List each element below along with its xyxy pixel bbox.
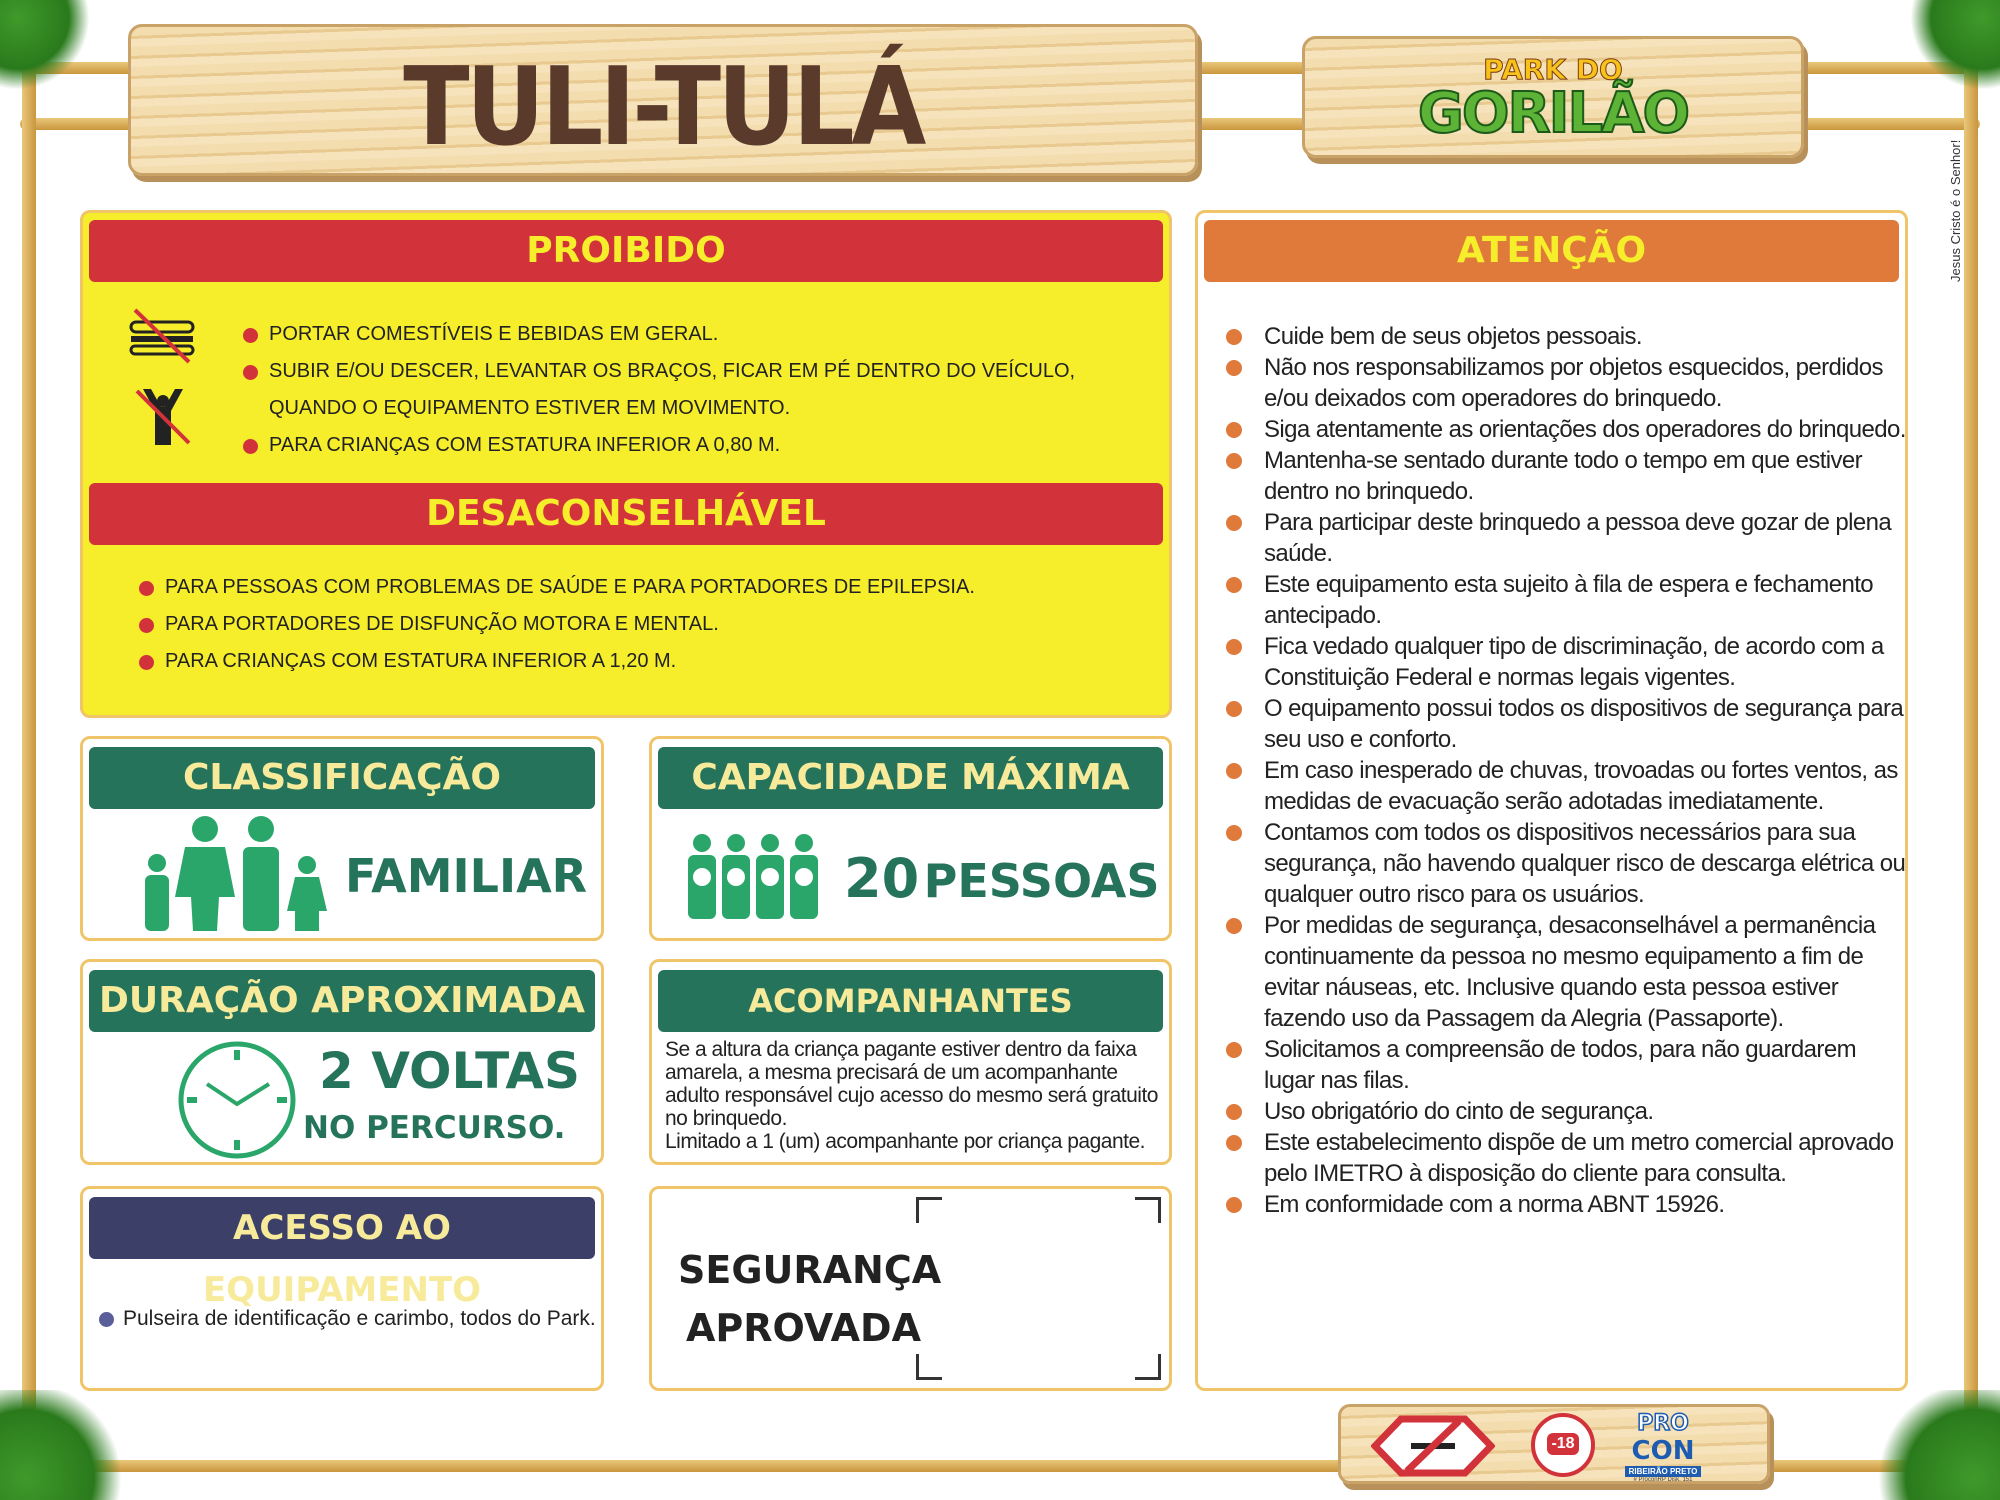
atencao-panel [1195,210,1908,1391]
list-item: O equipamento possui todos os dispositivos de segurança para seu uso e conforto. [1226,693,1906,755]
list-item: Este estabelecimento dispõe de um metro comercial aprovado pelo IMETRO à disposição do cliente para consulta. [1226,1127,1906,1189]
list-item: Por medidas de segurança, desaconselhável a permanência continuamente da pessoa no mesmo equipamento a fim de evitar náuseas, etc. Inclusive quando esta pessoa estiver fazendo uso da Passagem da Alegria (Passaporte). [1226,910,1906,1034]
page-title: TULI-TULÁ [403,45,923,170]
capacidade-number: 20 [844,847,920,910]
proibido-list [243,316,1123,464]
atencao-list [1226,321,1906,1220]
list-item: Contamos com todos os dispositivos necessários para sua segurança, não havendo qualquer risco de descarga elétrica ou qualquer outro risco para os usuários. [1226,817,1906,910]
list-item: Uso obrigatório do cinto de segurança. [1226,1096,1906,1127]
no-food-icon [127,308,197,364]
seguranca-line2: APROVADA [686,1306,921,1350]
classificacao-value: FAMILIAR [345,849,588,903]
logo-line1: PARK DO [1483,53,1623,86]
duracao-header: DURAÇÃO APROXIMADA [89,970,595,1032]
procon-city: RIBEIRÃO PRETO [1625,1466,1701,1477]
people-seated-icon [686,833,826,928]
acesso-header: ACESSO AO EQUIPAMENTO [89,1197,595,1259]
side-text: Jesus Cristo é o Senhor! [1948,139,1963,282]
proibido-header: PROIBIDO [89,220,1163,282]
leaf-decoration [0,0,90,90]
logo-line2: GORILÃO [1417,81,1689,146]
frame-corner [916,1354,942,1380]
desaconselhavel-list [139,569,1139,680]
logo-plank [1302,36,1804,158]
classificacao-header: CLASSIFICAÇÃO [89,747,595,809]
footer-plank [1338,1404,1770,1484]
procon-logo [1625,1411,1701,1483]
acompanhantes-panel [649,959,1172,1165]
seguranca-panel [649,1186,1172,1391]
no-smoking-icon [1371,1415,1495,1482]
family-icon [139,815,329,938]
seguranca-label [678,1241,941,1357]
acompanhantes-limit: Limitado a 1 (um) acompanhante por criança pagante. [665,1130,1145,1153]
list-item: Não nos responsabilizamos por objetos esquecidos, perdidos e/ou deixados com operadores do brinquedo. [1226,352,1906,414]
leaf-decoration [1910,0,2000,90]
bamboo-frame-right [1964,40,1978,1480]
list-item: PARA PORTADORES DE DISFUNÇÃO MOTORA E MENTAL. [139,606,1139,643]
capacidade-unit: PESSOAS [923,854,1160,908]
list-item: PARA PESSOAS COM PROBLEMAS DE SAÚDE E PARA PORTADORES DE EPILEPSIA. [139,569,1139,606]
list-item: Fica vedado qualquer tipo de discriminação, de acordo com a Constituição Federal e normas legais vigentes. [1226,631,1906,693]
list-item: Mantenha-se sentado durante todo o tempo em que estiver dentro no brinquedo. [1226,445,1906,507]
duracao-value: 2 VOLTAS [319,1042,581,1100]
park-logo [1305,39,1801,155]
acesso-panel [80,1186,604,1391]
minus18-label: -18 [1547,1433,1578,1455]
frame-corner [1135,1354,1161,1380]
desaconselhavel-header: DESACONSELHÁVEL [89,483,1163,545]
frame-corner [1135,1197,1161,1223]
duracao-panel [80,959,604,1165]
procon-line2: CON [1631,1436,1695,1466]
capacidade-header: CAPACIDADE MÁXIMA [658,747,1163,809]
leaf-decoration [0,1390,130,1500]
acompanhantes-text [665,1038,1165,1153]
minus18-icon [1531,1413,1595,1477]
frame-corner [916,1197,942,1223]
list-item: Solicitamos a compreensão de todos, para não guardarem lugar nas filas. [1226,1034,1906,1096]
list-item: Cuide bem de seus objetos pessoais. [1226,321,1906,352]
capacidade-value [844,847,1160,910]
rules-panel [80,210,1172,718]
list-item: SUBIR E/OU DESCER, LEVANTAR OS BRAÇOS, FICAR EM PÉ DENTRO DO VEÍCULO, QUANDO O EQUIPAMENTO ESTIVER EM MOVIMENTO. [243,353,1123,427]
list-item: Siga atentamente as orientações dos operadores do brinquedo. [1226,414,1906,445]
acesso-item [99,1307,596,1331]
list-item: PORTAR COMESTÍVEIS E BEBIDAS EM GERAL. [243,316,1123,353]
list-item: PARA CRIANÇAS COM ESTATURA INFERIOR A 0,80 M. [243,427,1123,464]
no-standing-icon [135,385,191,449]
list-item: Em caso inesperado de chuvas, trovoadas ou fortes ventos, as medidas de evacuação serão adotadas imediatamente. [1226,755,1906,817]
seguranca-line1: SEGURANÇA [678,1248,942,1292]
list-item: Este equipamento esta sujeito à fila de espera e fechamento antecipado. [1226,569,1906,631]
capacidade-panel [649,736,1172,941]
list-item: Em conformidade com a norma ABNT 15926. [1226,1189,1906,1220]
bullet-icon [99,1312,114,1327]
acompanhantes-paragraph: Se a altura da criança pagante estiver dentro da faixa amarela, a mesma precisará de um acompanhante adulto responsável cujo acesso do mesmo será gratuito no brinquedo. [665,1038,1158,1130]
classificacao-panel [80,736,604,941]
acesso-item-text: Pulseira de identificação e carimbo, todos do Park. [123,1307,596,1330]
bamboo-frame-left [22,40,36,1480]
leaf-decoration [1870,1390,2000,1500]
clock-icon [177,1040,297,1165]
list-item: Para participar deste brinquedo a pessoa deve gozar de plena saúde. [1226,507,1906,569]
title-plank [128,24,1198,176]
duracao-sub: NO PERCURSO. [303,1110,566,1146]
procon-line1: PRO [1637,1411,1689,1436]
atencao-header: ATENÇÃO [1204,220,1899,282]
list-item: PARA CRIANÇAS COM ESTATURA INFERIOR A 1,20 M. [139,643,1139,680]
acompanhantes-header: ACOMPANHANTES [658,970,1163,1032]
procon-tag: # ProconRP Disk. 151 [1633,1477,1693,1483]
